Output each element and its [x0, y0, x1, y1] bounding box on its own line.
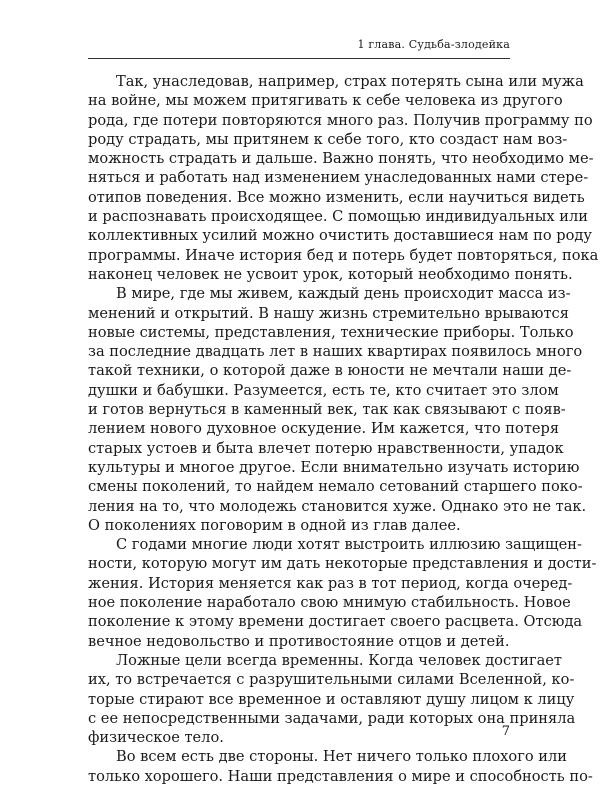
text-line: можность страдать и дальше. Важно понять, что необходимо ме- — [88, 150, 594, 168]
text-line: отипов поведения. Все можно изменить, если научиться видеть — [88, 188, 585, 206]
text-line: В мире, где мы живем, каждый день происходит масса из- — [116, 285, 571, 303]
text-line: смены поколений, то найдем немало сетований старшего поко- — [88, 478, 583, 496]
text-line: такой техники, о которой даже в юности не мечтали наши де- — [88, 362, 572, 380]
text-line: ления на то, что молодежь становится хуже. Однако это не так. — [88, 497, 587, 515]
text-line: жения. История меняется как раз в тот период, когда очеред- — [88, 574, 573, 592]
text-line: старых устоев и быта влечет потерю нравственности, упадок — [88, 439, 564, 457]
text-line: лением нового духовное оскудение. Им кажется, что потеря — [88, 420, 560, 438]
text-line: Так, унаследовав, например, страх потерять сына или мужа — [116, 73, 584, 90]
text-line: торые стирают все временное и оставляют душу лицом к лицу — [88, 690, 575, 708]
text-line: С годами многие люди хотят выстроить иллюзию защищен- — [116, 536, 582, 554]
text-line: их, то встречается с разрушительными силами Вселенной, ко- — [88, 671, 575, 689]
page-number: 7 — [501, 724, 510, 739]
text-line: роду страдать, мы притянем к себе того, кто создаст нам воз- — [88, 130, 568, 148]
text-line: О поколениях поговорим в одной из глав далее. — [88, 516, 461, 534]
text-line: ное поколение наработало свою мнимую стабильность. Новое — [88, 594, 571, 612]
text-line: вечное недовольство и противостояние отцов и детей. — [88, 632, 510, 650]
paragraph — [88, 284, 587, 535]
text-line: за последние двадцать лет в наших квартирах появилось много — [88, 343, 583, 361]
paragraph — [88, 747, 593, 786]
text-line: на войне, мы можем притягивать к себе человека из другого — [88, 92, 563, 110]
text-line: программы. Иначе история бед и потерь будет повторяться, пока — [88, 246, 599, 264]
text-line: только хорошего. Наши представления о мире и способность по- — [88, 767, 593, 785]
text-line: поколение к этому времени достигает своего расцвета. Отсюда — [88, 613, 583, 631]
paragraph — [88, 72, 599, 284]
text-line: физическое тело. — [88, 729, 224, 747]
text-line: рода, где потери повторяются много раз. Получив программу по — [88, 111, 593, 129]
text-line: Во всем есть две стороны. Нет ничего только плохого или — [116, 748, 567, 766]
text-line: менений и открытий. В нашу жизнь стремительно врываются — [88, 304, 569, 322]
text-line: культуры и многое другое. Если внимательно изучать историю — [88, 458, 580, 476]
text-line: и готов вернуться в каменный век, так как связывают с появ- — [88, 401, 566, 419]
header-rule — [88, 58, 510, 59]
text-line: новые системы, представления, технические приборы. Только — [88, 323, 574, 341]
text-line: душки и бабушки. Разумеется, есть те, кто считает это злом — [88, 381, 559, 399]
text-line: наконец человек не усвоит урок, который необходимо понять. — [88, 265, 573, 283]
paragraph — [88, 535, 597, 651]
text-line: с ее непосредственными задачами, ради которых она приняла — [88, 709, 576, 727]
text-line: няться и работать над изменением унаследованных нами стере- — [88, 169, 589, 187]
text-line: коллективных усилий можно очистить доставшиеся нам по роду — [88, 227, 592, 245]
paragraph — [88, 651, 576, 747]
text-line: Ложные цели всегда временны. Когда человек достигает — [116, 651, 563, 669]
body-text — [88, 72, 599, 786]
text-line: ности, которую могут им дать некоторые представления и дости- — [88, 555, 597, 573]
text-line: и распознавать происходящее. С помощью индивидуальных или — [88, 208, 588, 226]
running-title: 1 глава. Судьба-злодейка — [357, 38, 510, 51]
